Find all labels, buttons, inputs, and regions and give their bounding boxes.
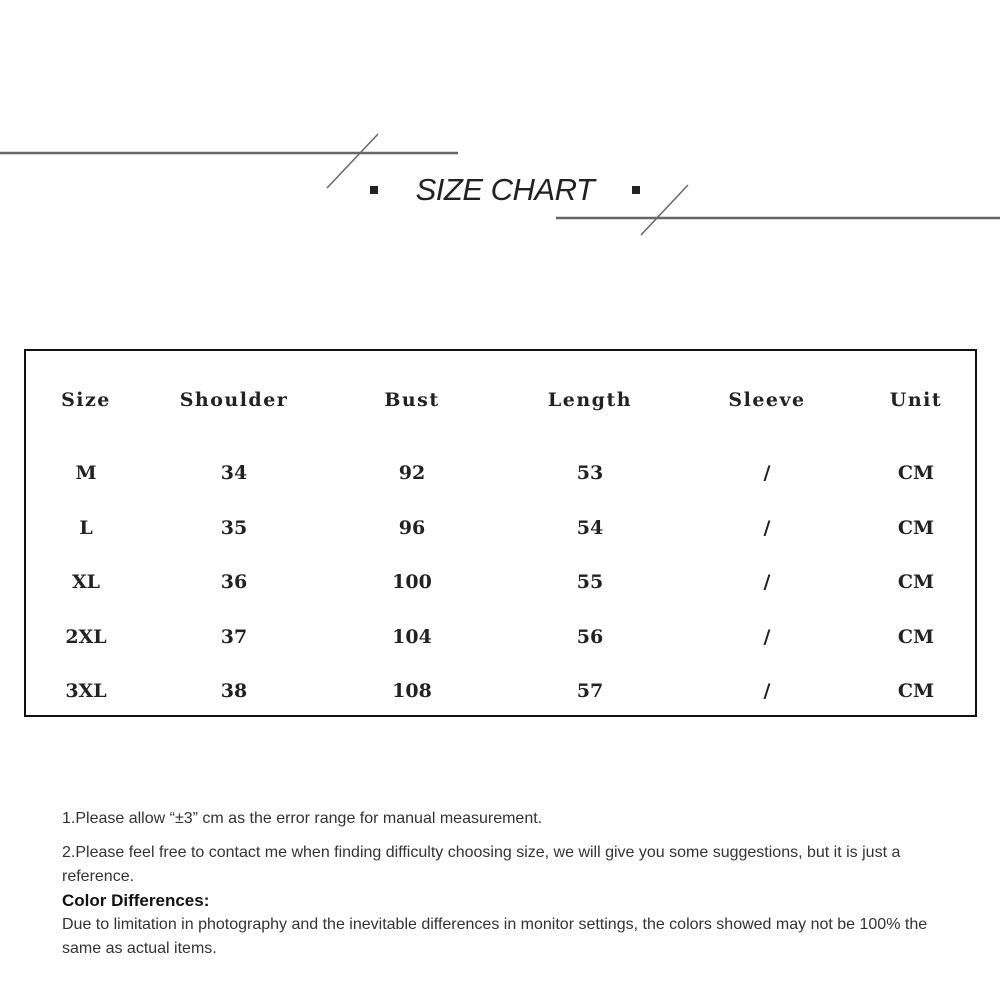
column-header-size: Size: [61, 389, 111, 411]
column-header-sleeve: Sleeve: [728, 389, 806, 411]
square-bullet-icon: [370, 186, 378, 194]
color-differences-title: Color Differences:: [62, 891, 210, 910]
notes-section: [62, 807, 942, 961]
table-cell-unit: CM: [897, 626, 935, 648]
note-error-range: 1.Please allow “±3” cm as the error range for manual measurement.: [62, 810, 543, 827]
table-cell-shoulder: 36: [220, 571, 248, 593]
page-title: SIZE CHART: [415, 172, 595, 207]
top-right-slash: [641, 185, 688, 235]
square-bullet-icon: [632, 186, 640, 194]
table-cell-bust: 92: [398, 462, 426, 484]
column-header-length: Length: [547, 389, 633, 411]
size-table: [24, 349, 977, 717]
table-cell-bust: 108: [392, 680, 432, 702]
table-cell-length: 53: [576, 462, 604, 484]
size-table-grid: [26, 351, 975, 715]
table-cell-size: M: [75, 462, 97, 484]
table-cell-sleeve: /: [763, 517, 771, 539]
table-cell-shoulder: 37: [220, 626, 248, 648]
table-cell-sleeve: /: [763, 462, 771, 484]
table-cell-bust: 104: [392, 626, 432, 648]
table-cell-size: XL: [71, 571, 101, 593]
column-header-unit: Unit: [889, 389, 943, 411]
table-cell-length: 55: [576, 571, 604, 593]
table-cell-bust: 96: [398, 517, 426, 539]
table-cell-size: 3XL: [65, 680, 107, 702]
color-differences-text: Due to limitation in photography and the inevitable differences in monitor settings, the colors showed may not be 100% the same as actual items.: [62, 916, 928, 957]
table-cell-size: 2XL: [65, 626, 107, 648]
table-cell-bust: 100: [392, 571, 432, 593]
table-cell-length: 57: [576, 680, 604, 702]
table-cell-sleeve: /: [763, 571, 771, 593]
table-cell-sleeve: /: [763, 680, 771, 702]
column-header-shoulder: Shoulder: [179, 389, 289, 411]
table-cell-unit: CM: [897, 517, 935, 539]
table-cell-size: L: [79, 517, 93, 539]
size-chart-header: [370, 168, 640, 212]
table-cell-shoulder: 38: [220, 680, 248, 702]
column-header-bust: Bust: [384, 389, 440, 411]
note-contact: 2.Please feel free to contact me when finding difficulty choosing size, we will give you some suggestions, but it is just a reference.: [62, 844, 901, 885]
table-cell-length: 56: [576, 626, 604, 648]
table-cell-unit: CM: [897, 680, 935, 702]
table-cell-sleeve: /: [763, 626, 771, 648]
table-cell-length: 54: [576, 517, 604, 539]
table-cell-unit: CM: [897, 462, 935, 484]
table-cell-unit: CM: [897, 571, 935, 593]
table-cell-shoulder: 35: [220, 517, 248, 539]
decorative-lines: [0, 0, 1000, 300]
table-cell-shoulder: 34: [220, 462, 248, 484]
